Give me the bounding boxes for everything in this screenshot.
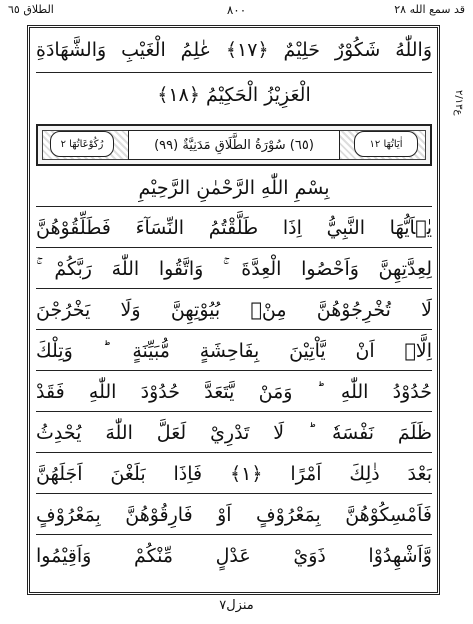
line-divider xyxy=(36,411,432,412)
page-number: ٨٠٠ xyxy=(226,3,247,17)
ayat-count-cartouche: اٰيَاتُهَا ١٢ xyxy=(354,131,418,157)
ayah-line: ظَلَمَ نَفْسَهٗ ؕ لَا تَدْرِيْ لَعَلَّ اللّٰهَ يُحْدِثُ xyxy=(36,422,432,444)
ayah-line: فَاَمْسِكُوْهُنَّ بِمَعْرُوْفٍ اَوْ فَارِقُوْهُنَّ بِمَعْرُوْفٍ xyxy=(36,504,432,526)
page-header xyxy=(0,0,473,24)
surah-header xyxy=(36,124,432,166)
line-divider xyxy=(36,329,432,330)
header-surah-name: الطلاق ٦٥ xyxy=(8,3,54,16)
line-divider xyxy=(36,452,432,453)
ayah-line: لَا تُخْرِجُوْهُنَّ مِنْۢ بُيُوْتِهِنَّ وَلَا يَخْرُجْنَ xyxy=(36,299,432,321)
ayah-line: اِلَّاۤ اَنْ يَّاْتِيْنَ بِفَاحِشَةٍ مُّبَيِّنَةٍ ؕ وَتِلْكَ xyxy=(36,340,432,362)
line-divider xyxy=(36,534,432,535)
ayah-line-top-1: وَاللّٰهُ شَكُوْرٌ حَلِيْمٌ ﴿١٧﴾ عٰلِمُ الْغَيْبِ وَالشَّهَادَةِ xyxy=(36,39,432,61)
line-divider xyxy=(36,247,432,248)
bismillah: بِسْمِ اللّٰهِ الرَّحْمٰنِ الرَّحِيْمِ xyxy=(138,177,330,199)
ayah-line: لِعِدَّتِهِنَّ وَاَحْصُوا الْعِدَّةَ ۚ وَاتَّقُوا اللّٰهَ رَبَّكُمْ ۚ xyxy=(36,258,432,280)
line-divider xyxy=(36,72,432,73)
ayah-line-top-2: الْعَزِيْزُ الْحَكِيْمُ ﴿١٨﴾ xyxy=(157,84,311,106)
ayah-line: وَّاَشْهِدُوْا ذَوَيْ عَدْلٍ مِّنْكُمْ وَاَقِيْمُوا xyxy=(36,545,432,567)
ayah-line: بَعْدَ ذٰلِكَ اَمْرًا ﴿١﴾ فَاِذَا بَلَغْنَ اَجَلَهُنَّ xyxy=(36,463,432,485)
manzil-footer: منزل٧ xyxy=(219,598,254,613)
line-divider xyxy=(36,493,432,494)
ruku-count-cartouche: رُكُوْعَاتُهَا ٢ xyxy=(50,131,114,157)
surah-title: (٦٥) سُوْرَةُ الطَّلَاقِ مَدَنِيَّةٌ (٩٩) xyxy=(128,130,340,160)
header-juz-name: قد سمع الله ٢٨ xyxy=(394,3,465,16)
line-divider xyxy=(36,370,432,371)
ayah-line: يٰۤاَيُّهَا النَّبِيُّ اِذَا طَلَّقْتُمُ النِّسَآءَ فَطَلِّقُوْهُنَّ xyxy=(36,217,432,239)
line-divider xyxy=(36,288,432,289)
ruku-marker: ع٢/١٣ xyxy=(453,90,464,116)
line-divider xyxy=(36,206,432,207)
ayah-line: حُدُوْدُ اللّٰهِ ؕ وَمَنْ يَّتَعَدَّ حُدُوْدَ اللّٰهِ فَقَدْ xyxy=(36,381,432,403)
